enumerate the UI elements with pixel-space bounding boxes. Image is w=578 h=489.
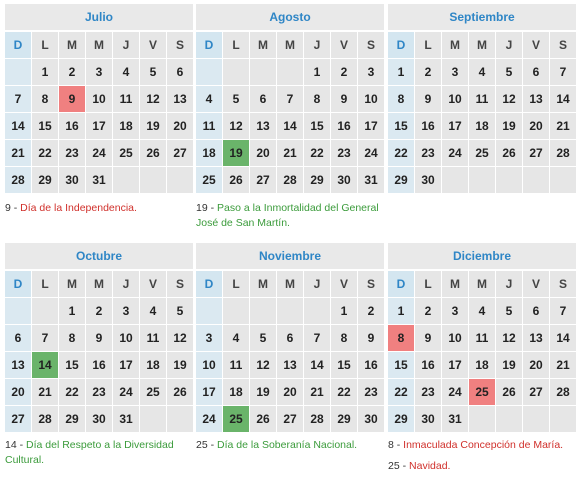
empty-day-cell [550, 167, 576, 193]
day-cell[interactable]: 24 [442, 140, 468, 166]
day-cell[interactable]: 5 [496, 59, 522, 85]
day-cell[interactable]: 12 [223, 113, 249, 139]
day-cell[interactable]: 7 [5, 86, 31, 112]
empty-day-cell [196, 59, 222, 85]
day-cell[interactable]: 10 [86, 86, 112, 112]
weekday-header: L [415, 32, 441, 58]
day-cell[interactable]: 23 [59, 140, 85, 166]
holiday-note-link[interactable]: Navidad. [409, 460, 451, 472]
day-cell[interactable]: 17 [196, 379, 222, 405]
day-cell[interactable]: 7 [304, 325, 330, 351]
day-cell[interactable]: 4 [469, 59, 495, 85]
day-cell[interactable]: 16 [86, 352, 112, 378]
day-cell[interactable]: 1 [388, 59, 414, 85]
day-cell[interactable]: 16 [59, 113, 85, 139]
day-cell[interactable]: 17 [442, 352, 468, 378]
day-cell[interactable]: 25 [469, 140, 495, 166]
day-cell[interactable]: 26 [250, 406, 276, 432]
empty-day-cell [140, 406, 166, 432]
day-cell[interactable]: 24 [442, 379, 468, 405]
day-cell[interactable]: 27 [250, 167, 276, 193]
day-cell[interactable]: 10 [358, 86, 384, 112]
day-cell[interactable]: 12 [496, 86, 522, 112]
day-cell[interactable]: 26 [223, 167, 249, 193]
weekday-header: M [442, 271, 468, 297]
day-cell[interactable]: 29 [331, 406, 357, 432]
calendar-grid [388, 270, 576, 432]
notes-november [196, 438, 384, 459]
weekday-header: S [550, 32, 576, 58]
weekday-header: J [304, 32, 330, 58]
day-cell[interactable]: 30 [331, 167, 357, 193]
day-cell[interactable]: 5 [223, 86, 249, 112]
day-cell[interactable]: 23 [415, 140, 441, 166]
day-cell[interactable]: 11 [196, 113, 222, 139]
holiday-note-link[interactable]: Día del Respeto a la Diversidad Cultural. [5, 439, 174, 466]
day-cell[interactable]: 3 [113, 298, 139, 324]
day-cell[interactable]: 1 [331, 298, 357, 324]
day-cell[interactable]: 26 [496, 140, 522, 166]
day-cell[interactable]: 29 [59, 406, 85, 432]
day-cell[interactable]: 25 [196, 167, 222, 193]
day-cell[interactable]: 9 [415, 325, 441, 351]
empty-day-cell [223, 298, 249, 324]
day-cell[interactable]: 9 [358, 325, 384, 351]
notes-august [196, 201, 384, 237]
day-cell[interactable]: 30 [86, 406, 112, 432]
day-cell[interactable]: 8 [331, 325, 357, 351]
day-cell[interactable]: 28 [550, 379, 576, 405]
day-cell[interactable]: 22 [32, 140, 58, 166]
weekday-header: M [469, 32, 495, 58]
month-title: Noviembre [196, 243, 384, 270]
day-cell[interactable]: 20 [5, 379, 31, 405]
day-cell[interactable]: 10 [196, 352, 222, 378]
calendar-grid [196, 270, 384, 432]
empty-day-cell [277, 298, 303, 324]
day-cell[interactable]: 13 [167, 86, 193, 112]
day-cell[interactable]: 28 [550, 140, 576, 166]
day-cell[interactable]: 29 [388, 167, 414, 193]
day-cell[interactable]: 20 [250, 140, 276, 166]
weekday-header: V [523, 32, 549, 58]
day-cell[interactable]: 4 [140, 298, 166, 324]
day-cell[interactable]: 25 [113, 140, 139, 166]
day-cell[interactable]: 27 [523, 140, 549, 166]
empty-day-cell [5, 298, 31, 324]
day-cell[interactable]: 5 [167, 298, 193, 324]
day-cell[interactable]: 15 [59, 352, 85, 378]
day-cell[interactable]: 17 [86, 113, 112, 139]
day-cell[interactable]: 18 [113, 113, 139, 139]
weekday-header: L [223, 271, 249, 297]
day-cell[interactable]: 11 [469, 86, 495, 112]
day-cell[interactable]: 2 [358, 298, 384, 324]
day-cell[interactable]: 27 [277, 406, 303, 432]
day-cell[interactable]: 28 [32, 406, 58, 432]
weekday-header: D [196, 271, 222, 297]
day-cell[interactable]: 23 [358, 379, 384, 405]
day-cell[interactable]: 30 [415, 406, 441, 432]
empty-day-cell [250, 59, 276, 85]
holiday-note [5, 201, 193, 216]
day-cell[interactable]: 13 [250, 113, 276, 139]
holiday-day-cell[interactable]: 9 [59, 86, 85, 112]
empty-day-cell [167, 406, 193, 432]
day-cell[interactable]: 2 [59, 59, 85, 85]
day-cell[interactable]: 31 [86, 167, 112, 193]
day-cell[interactable]: 26 [496, 379, 522, 405]
day-cell[interactable]: 15 [331, 352, 357, 378]
day-cell[interactable]: 22 [388, 140, 414, 166]
day-cell[interactable]: 22 [304, 140, 330, 166]
day-cell[interactable]: 7 [277, 86, 303, 112]
day-cell[interactable]: 11 [140, 325, 166, 351]
day-cell[interactable]: 27 [5, 406, 31, 432]
holiday-note [388, 438, 576, 453]
day-cell[interactable]: 2 [415, 298, 441, 324]
day-cell[interactable]: 30 [59, 167, 85, 193]
day-cell[interactable]: 31 [358, 167, 384, 193]
holiday-note [5, 438, 193, 468]
day-cell[interactable]: 19 [167, 352, 193, 378]
day-cell[interactable]: 30 [415, 167, 441, 193]
day-cell[interactable]: 3 [86, 59, 112, 85]
weekday-header: L [223, 32, 249, 58]
day-cell[interactable]: 16 [331, 113, 357, 139]
empty-day-cell [223, 59, 249, 85]
day-cell[interactable]: 8 [304, 86, 330, 112]
month-title: Septiembre [388, 4, 576, 31]
day-cell[interactable]: 3 [196, 325, 222, 351]
day-cell[interactable]: 17 [113, 352, 139, 378]
day-cell[interactable]: 22 [331, 379, 357, 405]
month-title: Diciembre [388, 243, 576, 270]
day-cell[interactable]: 9 [415, 86, 441, 112]
day-cell[interactable]: 3 [442, 298, 468, 324]
day-cell[interactable]: 17 [358, 113, 384, 139]
day-cell[interactable]: 7 [550, 298, 576, 324]
weekday-header: M [86, 32, 112, 58]
holiday-note-link[interactable]: Inmaculada Concepción de María. [403, 439, 564, 451]
empty-day-cell [277, 59, 303, 85]
holiday-day-cell[interactable]: 25 [223, 406, 249, 432]
day-cell[interactable]: 18 [223, 379, 249, 405]
weekday-header: M [250, 32, 276, 58]
day-cell[interactable]: 5 [140, 59, 166, 85]
day-cell[interactable]: 28 [5, 167, 31, 193]
day-cell[interactable]: 25 [140, 379, 166, 405]
holiday-note-link[interactable]: Día de la Soberanía Nacional. [217, 439, 358, 451]
day-cell[interactable]: 2 [331, 59, 357, 85]
weekday-header: D [5, 271, 31, 297]
day-cell[interactable]: 24 [86, 140, 112, 166]
weekday-header: D [388, 271, 414, 297]
weekday-header: V [331, 32, 357, 58]
day-cell[interactable]: 14 [277, 113, 303, 139]
day-cell[interactable]: 1 [59, 298, 85, 324]
day-cell[interactable]: 10 [113, 325, 139, 351]
day-cell[interactable]: 1 [388, 298, 414, 324]
day-cell[interactable]: 6 [277, 325, 303, 351]
weekday-header: L [32, 271, 58, 297]
day-cell[interactable]: 17 [442, 113, 468, 139]
day-cell[interactable]: 14 [550, 86, 576, 112]
day-cell[interactable]: 21 [277, 140, 303, 166]
empty-day-cell [5, 59, 31, 85]
empty-day-cell [167, 167, 193, 193]
holiday-note-link[interactable]: Día de la Independencia. [20, 202, 137, 214]
holiday-note [196, 438, 384, 453]
day-cell[interactable]: 15 [388, 113, 414, 139]
day-cell[interactable]: 21 [550, 113, 576, 139]
month-title: Julio [5, 4, 193, 31]
empty-day-cell [250, 298, 276, 324]
holiday-note-date: 25 - [196, 439, 218, 451]
day-cell[interactable]: 18 [140, 352, 166, 378]
calendar-grid [5, 31, 193, 193]
day-cell[interactable]: 6 [250, 86, 276, 112]
weekday-header: J [304, 271, 330, 297]
empty-day-cell [32, 298, 58, 324]
day-cell[interactable]: 5 [250, 325, 276, 351]
weekday-header: M [469, 271, 495, 297]
holiday-note-date: 9 - [5, 202, 21, 214]
empty-day-cell [550, 406, 576, 432]
day-cell[interactable]: 30 [358, 406, 384, 432]
day-cell[interactable]: 22 [388, 379, 414, 405]
weekday-header: S [358, 32, 384, 58]
empty-day-cell [442, 167, 468, 193]
empty-day-cell [140, 167, 166, 193]
day-cell[interactable]: 3 [442, 59, 468, 85]
day-cell[interactable]: 18 [196, 140, 222, 166]
day-cell[interactable]: 15 [32, 113, 58, 139]
day-cell[interactable]: 20 [167, 113, 193, 139]
month-title: Agosto [196, 4, 384, 31]
day-cell[interactable]: 16 [358, 352, 384, 378]
weekday-header: S [358, 271, 384, 297]
day-cell[interactable]: 7 [550, 59, 576, 85]
weekday-header: J [113, 32, 139, 58]
day-cell[interactable]: 12 [167, 325, 193, 351]
weekday-header: S [550, 271, 576, 297]
day-cell[interactable]: 4 [469, 298, 495, 324]
empty-day-cell [304, 298, 330, 324]
day-cell[interactable]: 28 [304, 406, 330, 432]
day-cell[interactable]: 14 [5, 113, 31, 139]
empty-day-cell [496, 167, 522, 193]
holiday-note-link[interactable]: Paso a la Inmortalidad del General José de San Martín. [196, 202, 379, 229]
day-cell[interactable]: 31 [442, 406, 468, 432]
day-cell[interactable]: 24 [196, 406, 222, 432]
day-cell[interactable]: 6 [5, 325, 31, 351]
day-cell[interactable]: 7 [32, 325, 58, 351]
weekday-header: J [113, 271, 139, 297]
empty-day-cell [469, 167, 495, 193]
day-cell[interactable]: 18 [469, 352, 495, 378]
day-cell[interactable]: 15 [388, 352, 414, 378]
day-cell[interactable]: 24 [358, 140, 384, 166]
day-cell[interactable]: 1 [32, 59, 58, 85]
day-cell[interactable]: 24 [113, 379, 139, 405]
day-cell[interactable]: 9 [86, 325, 112, 351]
holiday-note-date: 25 - [388, 460, 410, 472]
day-cell[interactable]: 12 [496, 325, 522, 351]
weekday-header: D [196, 32, 222, 58]
day-cell[interactable]: 4 [113, 59, 139, 85]
notes-july [5, 201, 193, 222]
weekday-header: M [59, 271, 85, 297]
holiday-day-cell[interactable]: 25 [469, 379, 495, 405]
day-cell[interactable]: 4 [223, 325, 249, 351]
day-cell[interactable]: 13 [277, 352, 303, 378]
weekday-header: M [277, 32, 303, 58]
empty-day-cell [496, 406, 522, 432]
day-cell[interactable]: 23 [331, 140, 357, 166]
day-cell[interactable]: 16 [415, 113, 441, 139]
day-cell[interactable]: 10 [442, 86, 468, 112]
day-cell[interactable]: 28 [277, 167, 303, 193]
calendar-grid [5, 270, 193, 432]
month-august [196, 4, 384, 193]
day-cell[interactable]: 1 [304, 59, 330, 85]
day-cell[interactable]: 19 [250, 379, 276, 405]
weekday-header: M [59, 32, 85, 58]
day-cell[interactable]: 9 [331, 86, 357, 112]
weekday-header: M [442, 32, 468, 58]
day-cell[interactable]: 11 [113, 86, 139, 112]
weekday-header: V [331, 271, 357, 297]
day-cell[interactable]: 12 [140, 86, 166, 112]
weekday-header: J [496, 32, 522, 58]
day-cell[interactable]: 27 [167, 140, 193, 166]
holiday-note-date: 19 - [196, 202, 218, 214]
weekday-header: V [140, 32, 166, 58]
day-cell[interactable]: 21 [550, 352, 576, 378]
day-cell[interactable]: 20 [523, 352, 549, 378]
day-cell[interactable]: 20 [523, 113, 549, 139]
weekday-header: M [250, 271, 276, 297]
day-cell[interactable]: 14 [304, 352, 330, 378]
day-cell[interactable]: 20 [277, 379, 303, 405]
empty-day-cell [523, 167, 549, 193]
weekday-header: D [388, 32, 414, 58]
month-title: Octubre [5, 243, 193, 270]
holiday-note [196, 201, 384, 231]
day-cell[interactable]: 29 [32, 167, 58, 193]
day-cell[interactable]: 6 [167, 59, 193, 85]
weekday-header: M [277, 271, 303, 297]
weekday-header: J [496, 271, 522, 297]
empty-day-cell [523, 406, 549, 432]
day-cell[interactable]: 4 [196, 86, 222, 112]
month-december [388, 243, 576, 432]
day-cell[interactable]: 11 [223, 352, 249, 378]
day-cell[interactable]: 23 [415, 379, 441, 405]
weekday-header: S [167, 32, 193, 58]
day-cell[interactable]: 21 [5, 140, 31, 166]
day-cell[interactable]: 26 [167, 379, 193, 405]
month-september [388, 4, 576, 193]
day-cell[interactable]: 21 [304, 379, 330, 405]
day-cell[interactable]: 31 [113, 406, 139, 432]
calendar-grid [196, 31, 384, 193]
weekday-header: S [167, 271, 193, 297]
day-cell[interactable]: 19 [496, 113, 522, 139]
day-cell[interactable]: 19 [496, 352, 522, 378]
holiday-day-cell[interactable]: 19 [223, 140, 249, 166]
day-cell[interactable]: 3 [358, 59, 384, 85]
day-cell[interactable]: 12 [250, 352, 276, 378]
empty-day-cell [196, 298, 222, 324]
weekday-header: M [86, 271, 112, 297]
calendar-grid [388, 31, 576, 193]
month-july [5, 4, 193, 193]
month-november [196, 243, 384, 432]
empty-day-cell [469, 406, 495, 432]
day-cell[interactable]: 29 [388, 406, 414, 432]
holiday-note [388, 459, 576, 474]
month-october [5, 243, 193, 432]
day-cell[interactable]: 2 [86, 298, 112, 324]
empty-day-cell [113, 167, 139, 193]
day-cell[interactable]: 8 [59, 325, 85, 351]
holiday-day-cell[interactable]: 8 [388, 325, 414, 351]
day-cell[interactable]: 22 [59, 379, 85, 405]
day-cell[interactable]: 15 [304, 113, 330, 139]
day-cell[interactable]: 29 [304, 167, 330, 193]
day-cell[interactable]: 6 [523, 298, 549, 324]
day-cell[interactable]: 16 [415, 352, 441, 378]
holiday-day-cell[interactable]: 14 [32, 352, 58, 378]
weekday-header: V [523, 271, 549, 297]
day-cell[interactable]: 13 [5, 352, 31, 378]
weekday-header: L [32, 32, 58, 58]
holiday-note-date: 14 - [5, 439, 27, 451]
day-cell[interactable]: 26 [140, 140, 166, 166]
day-cell[interactable]: 2 [415, 59, 441, 85]
day-cell[interactable]: 8 [388, 86, 414, 112]
weekday-header: D [5, 32, 31, 58]
weekday-header: V [140, 271, 166, 297]
day-cell[interactable]: 10 [442, 325, 468, 351]
day-cell[interactable]: 18 [469, 113, 495, 139]
day-cell[interactable]: 6 [523, 59, 549, 85]
weekday-header: L [415, 271, 441, 297]
day-cell[interactable]: 23 [86, 379, 112, 405]
notes-october [5, 438, 193, 474]
day-cell[interactable]: 14 [550, 325, 576, 351]
day-cell[interactable]: 13 [523, 86, 549, 112]
notes-december [388, 438, 576, 480]
day-cell[interactable]: 21 [32, 379, 58, 405]
day-cell[interactable]: 19 [140, 113, 166, 139]
day-cell[interactable]: 13 [523, 325, 549, 351]
holiday-note-date: 8 - [388, 439, 404, 451]
day-cell[interactable]: 5 [496, 298, 522, 324]
day-cell[interactable]: 11 [469, 325, 495, 351]
day-cell[interactable]: 27 [523, 379, 549, 405]
day-cell[interactable]: 8 [32, 86, 58, 112]
